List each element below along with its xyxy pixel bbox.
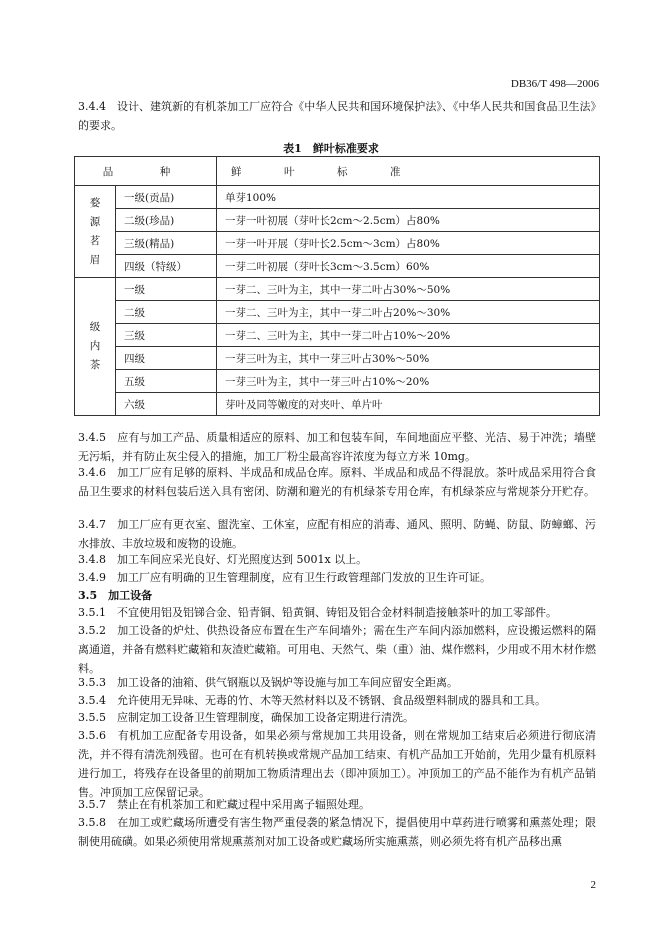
standard-cell: 一芽一叶初展（芽叶长2cm～2.5cm）占80% xyxy=(217,209,600,232)
table-row xyxy=(75,347,600,370)
clause-3-4-7: 3.4.7 加工厂应有更衣室、盥洗室、工休室，应配有相应的消毒、通风、照明、防蝇、防鼠、防蟑螂、污水排放、丰放垃圾和废物的设施。 xyxy=(78,518,596,550)
grade-cell: 四级（特级） xyxy=(116,255,217,278)
clause-3-5-6: 3.5.6 有机加工应配备专用设备，如果必须与常规加工共用设备，则在常规加工结束后必须进行彻底清洗，并不得有清洗剂残留。也可在有机转换或常规产品加工结束、有机产品加工开始前，先用少量有机原料进行加工，将残存在设备里的前期加工物质清理出去（即冲顶加工）。冲顶加工的产品不能作为有机产品销售。冲顶加工应保留记录。 xyxy=(78,729,596,799)
table-row xyxy=(75,232,600,255)
fresh-leaf-standard-table xyxy=(74,156,600,416)
clause-3-5-3: 3.5.3 加工设备的油箱、供气钢瓶以及锅炉等设施与加工车间应留安全距离。 xyxy=(78,676,458,689)
standard-cell: 一芽三叶为主，其中一芽三叶占30%～50% xyxy=(217,347,600,370)
grade-cell: 一级(贡品) xyxy=(116,186,217,209)
grade-cell: 三级(精品) xyxy=(116,232,217,255)
grade-cell: 六级 xyxy=(116,393,217,416)
table-caption: 表1 鲜叶标准要求 xyxy=(283,142,379,155)
group-label xyxy=(75,278,116,416)
header-standard: 鲜 叶 标 准 xyxy=(217,157,600,186)
page-number: 2 xyxy=(590,879,596,891)
table-row xyxy=(75,255,600,278)
table-header-row xyxy=(75,157,600,186)
standard-cell: 芽叶及同等嫩度的对夹叶、单片叶 xyxy=(217,393,600,416)
clause-3-4-8: 3.4.8 加工车间应采光良好、灯光照度达到 5001x 以上。 xyxy=(78,553,368,566)
table-row xyxy=(75,186,600,209)
clause-3-4-6: 3.4.6 加工厂应有足够的原料、半成品和成品仓库。原料、半成品和成品不得混放。茶叶成品采用符合食品卫生要求的材料包装后送入具有密闭、防潮和避光的有机绿茶专用仓库，有机绿茶应与常规茶分开贮存。 xyxy=(78,466,596,498)
clause-3-5-4: 3.5.4 允许使用无异味、无毒的竹、木等天然材料以及不锈钢、食品级塑料制成的器具和工具。 xyxy=(78,694,546,707)
standard-cell: 一芽二、三叶为主，其中一芽二叶占20%～30% xyxy=(217,301,600,324)
grade-cell: 五级 xyxy=(116,370,217,393)
standard-cell: 一芽三叶为主，其中一芽三叶占10%～20% xyxy=(217,370,600,393)
clause-3-4-4: 3.4.4 设计、建筑新的有机茶加工厂应符合《中华人民共和国环境保护法》、《中华人民共和国食品卫生法》的要求。 xyxy=(78,100,596,132)
standard-cell: 一芽二叶初展（芽叶长3cm～3.5cm）60% xyxy=(217,255,600,278)
grade-cell: 二级 xyxy=(116,301,217,324)
standard-cell: 一芽二、三叶为主，其中一芽二叶占10%～20% xyxy=(217,324,600,347)
table-row xyxy=(75,278,600,301)
table-row xyxy=(75,370,600,393)
clause-3-5-7: 3.5.7 禁止在有机茶加工和贮藏过程中采用离子辐照处理。 xyxy=(78,798,370,811)
grade-cell: 一级 xyxy=(116,278,217,301)
standard-cell: 一芽二、三叶为主，其中一芽二叶占30%～50% xyxy=(217,278,600,301)
standard-code: DB36/T 498—2006 xyxy=(510,78,599,90)
grade-cell: 二级(珍品) xyxy=(116,209,217,232)
clause-3-5-2: 3.5.2 加工设备的炉灶、供热设备应布置在生产车间墙外；需在生产车间内添加燃料，应设搬运燃料的隔离通道，并备有燃料贮藏箱和灰渣贮藏箱。可用电、天然气、柴（重）油、煤作燃料，少用或不用木材作燃料。 xyxy=(78,624,596,675)
table-row xyxy=(75,324,600,347)
grade-cell: 四级 xyxy=(116,347,217,370)
grade-cell: 三级 xyxy=(116,324,217,347)
group-label-text: 婺源茗眉 xyxy=(89,196,101,266)
standard-cell: 一芽一叶开展（芽叶长2.5cm～3cm）占80% xyxy=(217,232,600,255)
section-heading-3-5: 3.5 加工设备 xyxy=(78,589,153,602)
clause-3-5-5: 3.5.5 应制定加工设备卫生管理制度，确保加工设备定期进行清洗。 xyxy=(78,711,414,724)
header-variety: 品 种 xyxy=(75,157,217,186)
group-label xyxy=(75,186,116,278)
clause-3-4-9: 3.4.9 加工厂应有明确的卫生管理制度，应有卫生行政管理部门发放的卫生许可证。 xyxy=(78,571,491,584)
clause-3-4-5: 3.4.5 应有与加工产品、质量相适应的原料、加工和包装车间，车间地面应平整、光洁、易于冲洗；墙壁无污垢，并有防止灰尘侵入的措施，加工厂粉尘最高容许浓度为每立方米 10mg。 xyxy=(78,431,596,463)
standard-cell: 单芽100% xyxy=(217,186,600,209)
clause-3-5-1: 3.5.1 不宜使用铝及铝锑合金、铅青铜、铅黄铜、铸铝及铝合金材料制造接触茶叶的加工零部件。 xyxy=(78,606,557,619)
table-row xyxy=(75,301,600,324)
clause-3-5-8: 3.5.8 在加工或贮藏场所遭受有害生物严重侵袭的紧急情况下，提倡使用中草药进行喷雾和熏蒸处理；限制使用硫磺。如果必须使用常规熏蒸剂对加工设备或贮藏场所实施熏蒸，则必须先将有机产品移出熏 xyxy=(78,816,596,848)
group-label-text: 级内茶 xyxy=(89,321,101,371)
table-row xyxy=(75,393,600,416)
table-row xyxy=(75,209,600,232)
